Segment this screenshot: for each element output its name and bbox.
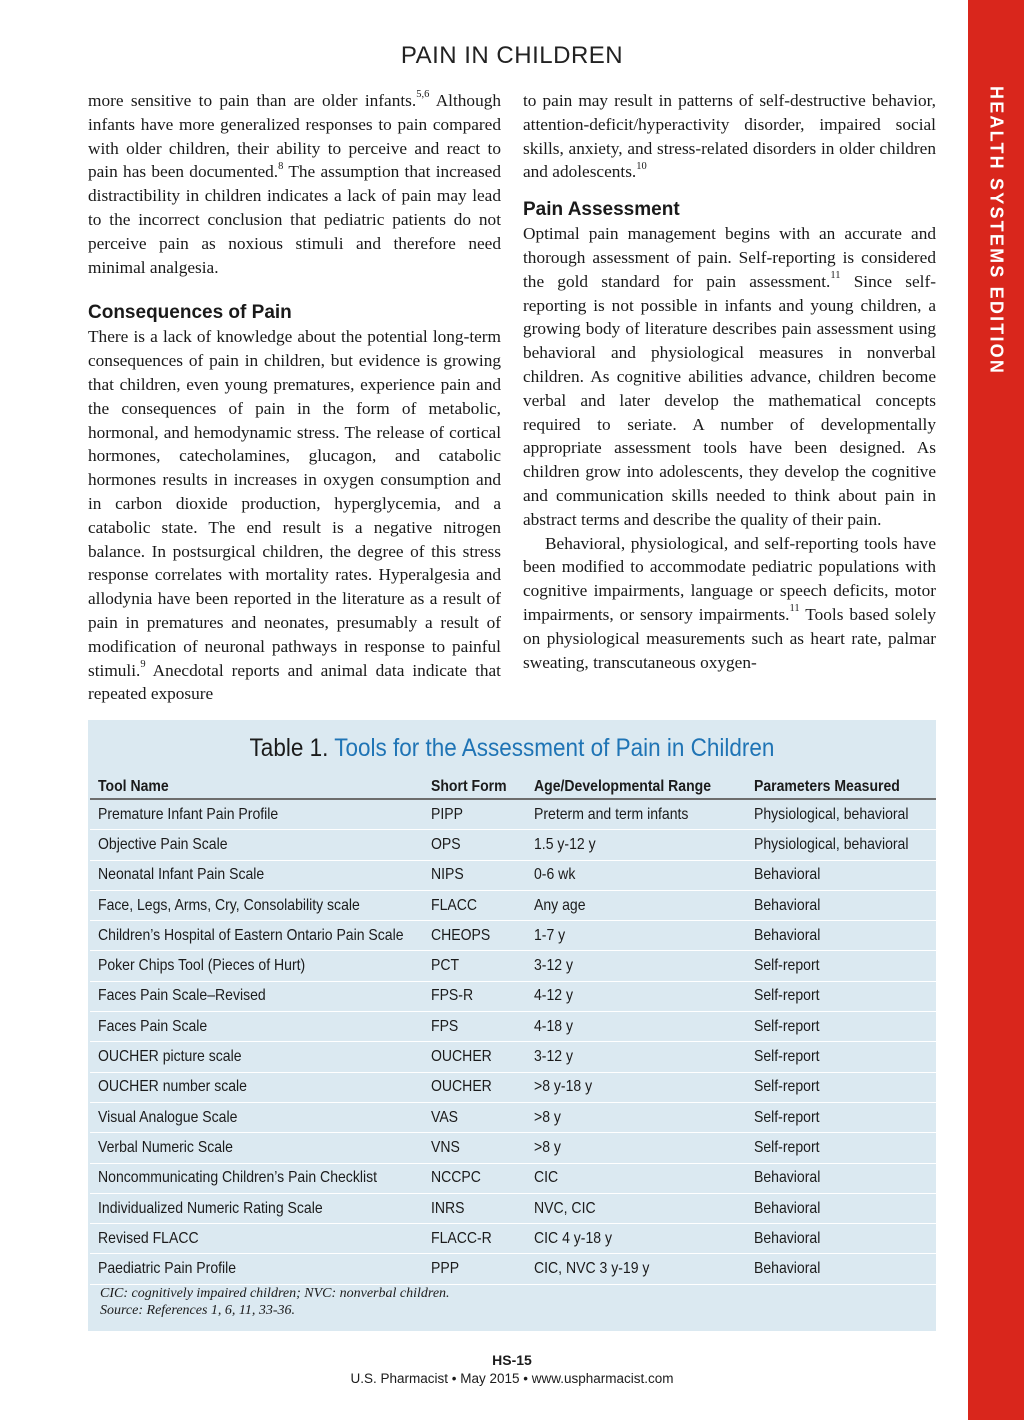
table-title-text: Tools for the Assessment of Pain in Children: [334, 734, 775, 762]
assessment-paragraph-2: Behavioral, physiological, and self-reporting tools have been modified to accommodate pediatric populations with cognitive impairments, language or speech deficits, motor impairments, or sensory impairments.$^{11}$ Tools based solely on physiological measurements such as heart rate, palmar sweating, transcutaneous oxygen-: [523, 533, 937, 672]
cell-short-form: FLACC-R: [431, 1229, 492, 1247]
cell-tool-name: OUCHER number scale: [98, 1078, 247, 1096]
cell-short-form: PPP: [431, 1260, 460, 1278]
cell-tool-name: Face, Legs, Arms, Cry, Consolability scale: [98, 896, 360, 914]
table-row: [90, 1254, 936, 1284]
cell-short-form: NIPS: [431, 866, 464, 884]
cell-age-range: >8 y: [534, 1108, 561, 1126]
cell-tool-name: Objective Pain Scale: [98, 835, 228, 853]
cell-tool-name: Revised FLACC: [98, 1229, 199, 1247]
cell-age-range: 1.5 y-12 y: [534, 835, 596, 853]
cell-tool-name: OUCHER picture scale: [98, 1048, 242, 1066]
cell-short-form: FPS-R: [431, 987, 474, 1005]
cell-tool-name: Individualized Numeric Rating Scale: [98, 1199, 323, 1217]
cell-parameters: Behavioral: [754, 896, 821, 914]
table-row: [90, 800, 936, 830]
cell-parameters: Behavioral: [754, 1260, 821, 1278]
cell-tool-name: Visual Analogue Scale: [98, 1108, 238, 1126]
assessment-paragraph-1: Optimal pain management begins with an accurate and thorough assessment of pain. Self-reporting is considered the gold standard for pain assessment.$^{11}$ Since self-reporting is not possible in infants and young children, a growing body of literature describes pain assessment using behavioral and physiological measures in nonverbal children. As cognitive abilities advance, children become verbal and later develop the mathematical concepts required to seriate. A number of developmentally appropriate assessment tools have been designed. As children grow into adolescents, they develop the cognitive and communication skills needed to think about pain in abstract terms and describe the quality of their pain.: [523, 224, 936, 529]
cell-age-range: Preterm and term infants: [534, 805, 689, 823]
tools-table-panel: [88, 720, 936, 1331]
publication-info: U.S. Pharmacist • May 2015 • www.uspharmacist.com: [350, 1371, 674, 1386]
cell-age-range: >8 y-18 y: [534, 1078, 593, 1096]
table-row: [90, 1073, 936, 1103]
cell-tool-name: Faces Pain Scale–Revised: [98, 987, 266, 1005]
table-header-row: [90, 776, 936, 800]
running-head: PAIN IN CHILDREN: [400, 42, 624, 69]
cell-short-form: OUCHER: [431, 1078, 492, 1096]
cell-short-form: VNS: [431, 1138, 460, 1156]
table-row: [90, 1133, 936, 1163]
consequences-paragraph: There is a lack of knowledge about the potential long-term consequences of pain in children, but evidence is growing that children, even young prematures, experience pain and the consequences of pain in the form of metabolic, hormonal, and hemodynamic stress. The release of cortical hormones, catecholamines, glucagon, and catabolic hormones results in increases in oxygen consumption and in carbon dioxide production, hyperglycemia, and a catabolic state. The end result is a negative nitrogen balance. In postsurgical children, the degree of this stress response correlates with mortality rates. Hyperalgesia and allodynia have been reported in the literature as a result of pain in prematures and neonates, presumably a result of modification of neuronal pathways in response to painful stimuli.$^9$ Anecdotal reports and animal data indicate that repeated exposure: [88, 327, 501, 704]
cell-age-range: 0-6 wk: [534, 866, 576, 884]
edition-sidebar: [968, 0, 1024, 1420]
cell-parameters: Physiological, behavioral: [754, 835, 909, 853]
assessment-heading: Pain Assessment: [523, 199, 680, 221]
cell-short-form: FLACC: [431, 896, 478, 914]
cell-parameters: Self-report: [754, 1048, 820, 1066]
source-note: Source: References 1, 6, 11, 33-36.: [100, 1303, 296, 1318]
table-row: [90, 830, 936, 860]
cell-parameters: Behavioral: [754, 866, 821, 884]
table-row: [90, 1042, 936, 1072]
edition-label: HEALTH SYSTEMS EDITION: [986, 86, 1007, 376]
table-row: [90, 1224, 936, 1254]
cell-age-range: NVC, CIC: [534, 1199, 596, 1217]
cell-short-form: CHEOPS: [431, 926, 491, 944]
cell-parameters: Self-report: [754, 1078, 820, 1096]
table-row: [90, 951, 936, 981]
cell-parameters: Self-report: [754, 1017, 820, 1035]
table-row: [90, 891, 936, 921]
cell-tool-name: Verbal Numeric Scale: [98, 1138, 233, 1156]
cell-short-form: PCT: [431, 957, 460, 975]
cell-age-range: 4-18 y: [534, 1017, 574, 1035]
cell-age-range: 4-12 y: [534, 987, 574, 1005]
tools-table: [90, 776, 936, 1285]
table-row: [90, 921, 936, 951]
cell-parameters: Self-report: [754, 987, 820, 1005]
cell-parameters: Behavioral: [754, 1199, 821, 1217]
table-row: [90, 861, 936, 891]
left-column: [88, 89, 501, 706]
cell-tool-name: Paediatric Pain Profile: [98, 1260, 237, 1278]
cell-age-range: CIC: [534, 1169, 559, 1187]
cell-short-form: VAS: [431, 1108, 459, 1126]
cell-age-range: Any age: [534, 896, 586, 914]
table-number: Table 1.: [249, 734, 335, 762]
intro-paragraph: more sensitive to pain than are older infants.$^{5,6}$ Although infants have more generalized responses to pain compared with older children, their ability to perceive and react to pain has been documented.$^8$ The assumption that increased distractibility in children indicates a lack of pain may lead to the incorrect conclusion that pediatric patients do not perceive pain as noxious stimuli and therefore need minimal analgesia.: [88, 89, 501, 277]
header-age-range: Age/Developmental Range: [534, 778, 712, 795]
cell-tool-name: Children’s Hospital of Eastern Ontario Pain Scale: [98, 926, 404, 944]
cell-short-form: NCCPC: [431, 1169, 481, 1187]
cell-tool-name: Faces Pain Scale: [98, 1017, 208, 1035]
cell-tool-name: Poker Chips Tool (Pieces of Hurt): [98, 957, 306, 975]
cell-short-form: OPS: [431, 835, 461, 853]
header-short-form: Short Form: [431, 778, 507, 795]
cell-parameters: Self-report: [754, 957, 820, 975]
page-number: HS-15: [492, 1352, 532, 1368]
table-footnote: [100, 1285, 920, 1319]
cell-tool-name: Noncommunicating Children’s Pain Checklist: [98, 1169, 377, 1187]
header-parameters: Parameters Measured: [754, 778, 900, 795]
continuation-paragraph: to pain may result in patterns of self-destructive behavior, attention-deficit/hyperactivity disorder, impaired social skills, anxiety, and stress-related disorders in older children and adolescents.$^{10}$: [523, 91, 936, 182]
table-row: [90, 1012, 936, 1042]
cell-short-form: PIPP: [431, 805, 463, 823]
cell-short-form: FPS: [431, 1017, 459, 1035]
cell-parameters: Behavioral: [754, 1169, 821, 1187]
consequences-heading: Consequences of Pain: [88, 302, 292, 324]
table-row: [90, 1164, 936, 1194]
cell-age-range: 3-12 y: [534, 957, 574, 975]
header-tool-name: Tool Name: [98, 778, 169, 795]
cell-age-range: CIC 4 y-18 y: [534, 1229, 613, 1247]
table-title: [130, 734, 893, 763]
cell-parameters: Self-report: [754, 1138, 820, 1156]
right-column: [523, 89, 936, 674]
cell-age-range: 3-12 y: [534, 1048, 574, 1066]
cell-age-range: 1-7 y: [534, 926, 566, 944]
cell-short-form: INRS: [431, 1199, 465, 1217]
cell-short-form: OUCHER: [431, 1048, 492, 1066]
cell-parameters: Behavioral: [754, 926, 821, 944]
cell-age-range: >8 y: [534, 1138, 561, 1156]
table-row: [90, 1103, 936, 1133]
cell-tool-name: Neonatal Infant Pain Scale: [98, 866, 265, 884]
cell-tool-name: Premature Infant Pain Profile: [98, 805, 279, 823]
cell-parameters: Physiological, behavioral: [754, 805, 909, 823]
table-row: [90, 982, 936, 1012]
cell-age-range: CIC, NVC 3 y-19 y: [534, 1260, 650, 1278]
abbreviation-note: CIC: cognitively impaired children; NVC: nonverbal children.: [100, 1286, 450, 1301]
cell-parameters: Self-report: [754, 1108, 820, 1126]
table-row: [90, 1194, 936, 1224]
cell-parameters: Behavioral: [754, 1229, 821, 1247]
